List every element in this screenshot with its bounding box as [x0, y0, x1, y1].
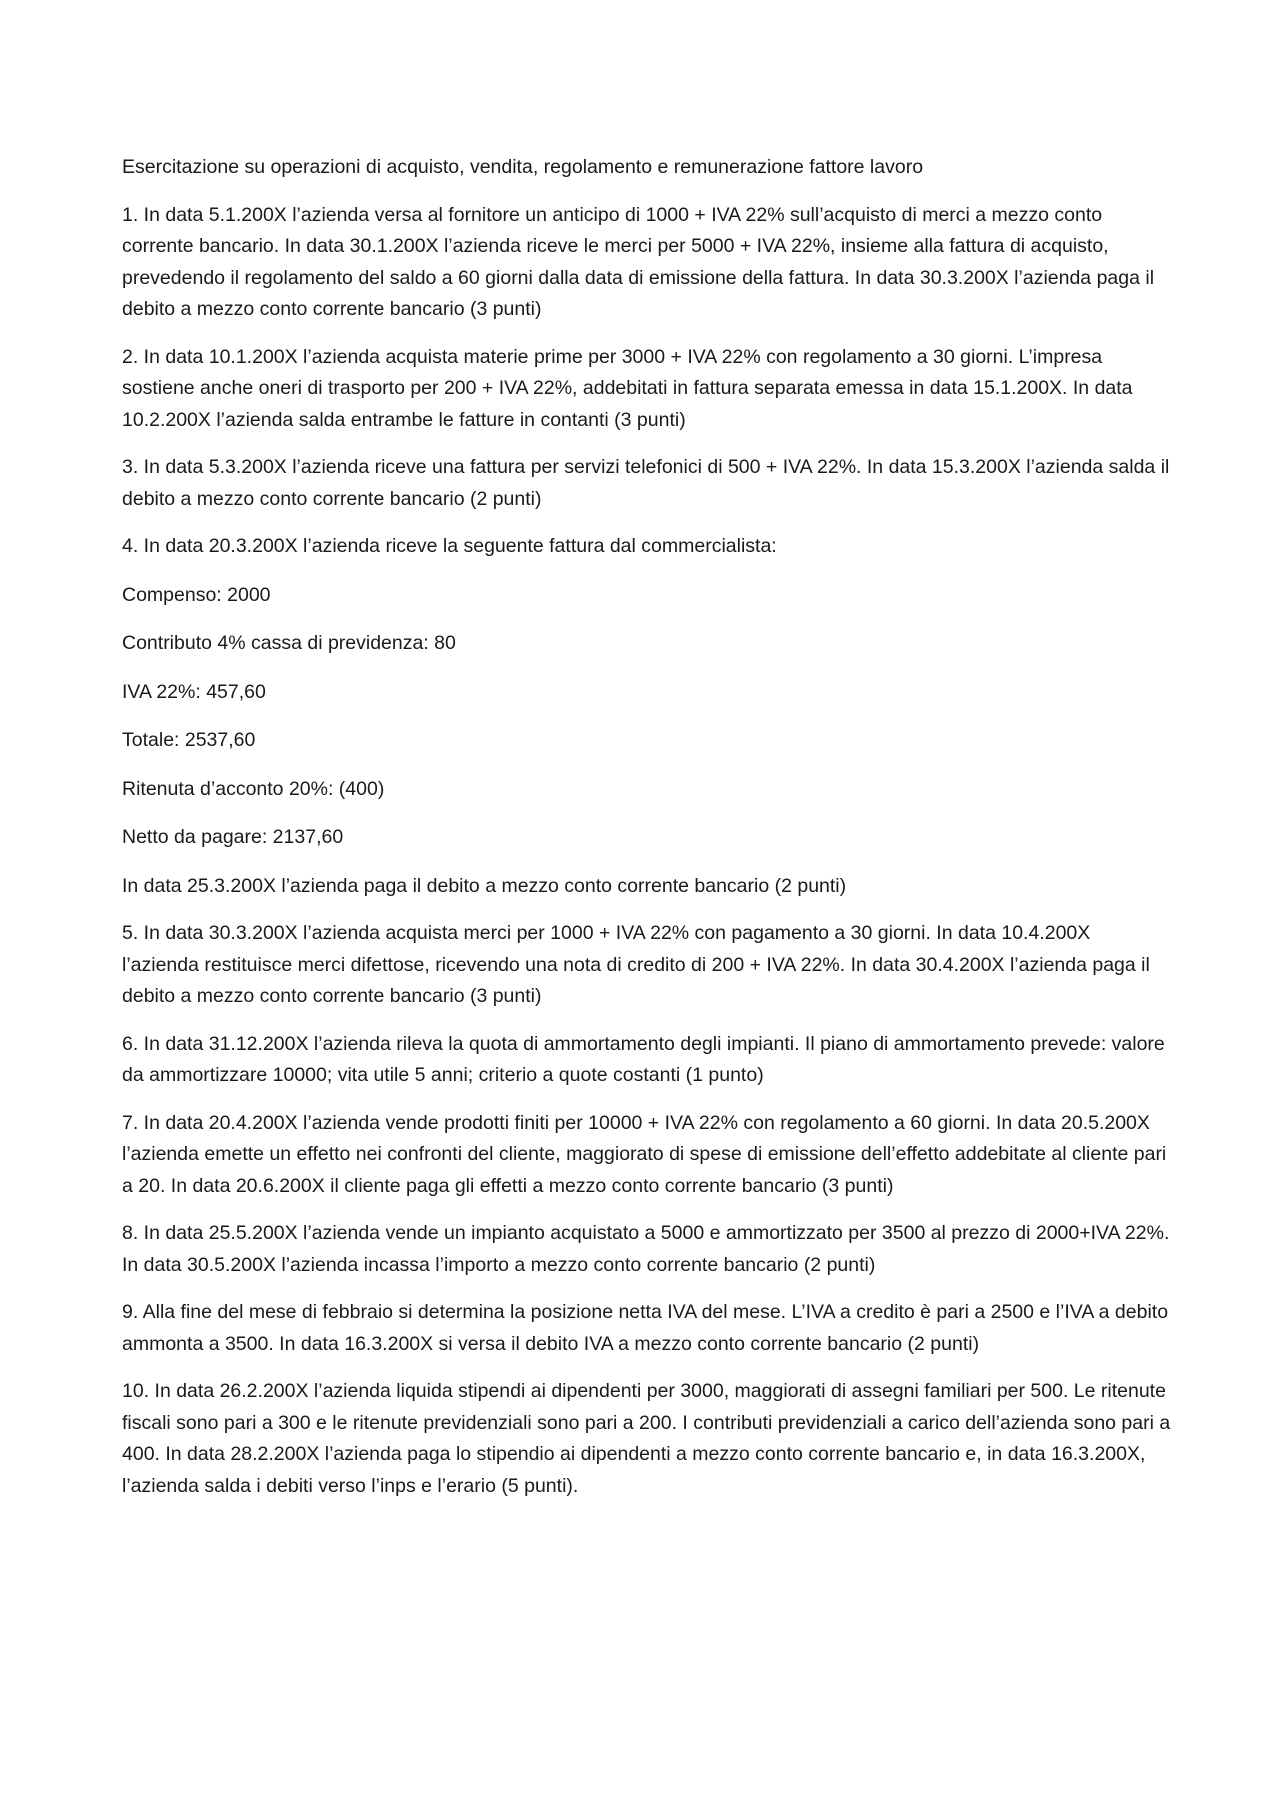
- exercise-4: 4. In data 20.3.200X l’azienda riceve la seguente fattura dal commercialista:: [122, 535, 777, 557]
- document-page: [122, 152, 1172, 1518]
- invoice-line-iva: IVA 22%: 457,60: [122, 680, 266, 703]
- exercise-9: 9. Alla fine del mese di febbraio si determina la posizione netta IVA del mese. L’IVA a credito è pari a 2500 e l’IVA a debito ammonta a 3500. In data 16.3.200X si versa il debito IVA a mezzo conto corrente bancario (2 punti): [122, 1301, 1169, 1355]
- exercise-10: 10. In data 26.2.200X l’azienda liquida stipendi ai dipendenti per 3000, maggiorati di assegni familiari per 500. Le ritenute fiscali sono pari a 300 e le ritenute previdenziali sono pari a 200. I contributi previdenziali a carico dell’azienda sono pari a 400. In data 28.2.200X l’azienda paga lo stipendio ai dipendenti a mezzo conto corrente bancario e, in data 16.3.200X, l’azienda salda i debiti verso l’inps e l’erario (5 punti).: [122, 1380, 1171, 1497]
- invoice-line-totale: Totale: 2537,60: [122, 729, 256, 751]
- invoice-line-ritenuta: Ritenuta d’acconto 20%: (400): [122, 777, 385, 800]
- invoice-line-contributo: Contributo 4% cassa di previdenza: 80: [122, 632, 456, 654]
- exercise-6: 6. In data 31.12.200X l’azienda rileva la quota di ammortamento degli impianti. Il piano di ammortamento prevede: valore da ammortizzare 10000; vita utile 5 anni; criterio a quote costanti (1 punto): [122, 1032, 1165, 1086]
- invoice-line-compenso: Compenso: 2000: [122, 583, 271, 606]
- document-title: Esercitazione su operazioni di acquisto, vendita, regolamento e remunerazione fattore lavoro: [122, 156, 924, 178]
- exercise-2: 2. In data 10.1.200X l’azienda acquista materie prime per 3000 + IVA 22% con regolamento a 30 giorni. L’impresa sostiene anche oneri di trasporto per 200 + IVA 22%, addebitati in fattura separata emessa in data 15.1.200X. In data 10.2.200X l’azienda salda entrambe le fatture in contanti (3 punti): [122, 345, 1133, 431]
- exercise-8: 8. In data 25.5.200X l’azienda vende un impianto acquistato a 5000 e ammortizzato per 3500 al prezzo di 2000+IVA 22%. In data 30.5.200X l’azienda incassa l’importo a mezzo conto corrente bancario (2 punti): [122, 1222, 1170, 1276]
- exercise-4-payment: In data 25.3.200X l’azienda paga il debito a mezzo conto corrente bancario (2 punti): [122, 874, 847, 897]
- exercise-3: 3. In data 5.3.200X l’azienda riceve una fattura per servizi telefonici di 500 + IVA 22%. In data 15.3.200X l’azienda salda il debito a mezzo conto corrente bancario (2 punti): [122, 456, 1170, 510]
- exercise-1: 1. In data 5.1.200X l’azienda versa al fornitore un anticipo di 1000 + IVA 22% sull’acquisto di merci a mezzo conto corrente bancario. In data 30.1.200X l’azienda riceve le merci per 5000 + IVA 22%, insieme alla fattura di acquisto, prevedendo il regolamento del saldo a 60 giorni dalla data di emissione della fattura. In data 30.3.200X l’azienda paga il debito a mezzo conto corrente bancario (3 punti): [122, 203, 1155, 320]
- exercise-5: 5. In data 30.3.200X l’azienda acquista merci per 1000 + IVA 22% con pagamento a 30 giorni. In data 10.4.200X l’azienda restituisce merci difettose, ricevendo una nota di credito di 200 + IVA 22%. In data 30.4.200X l’azienda paga il debito a mezzo conto corrente bancario (3 punti): [122, 922, 1150, 1007]
- exercise-7: 7. In data 20.4.200X l’azienda vende prodotti finiti per 10000 + IVA 22% con regolamento a 60 giorni. In data 20.5.200X l’azienda emette un effetto nei confronti del cliente, maggiorato di spese di emissione dell’effetto addebitate al cliente pari a 20. In data 20.6.200X il cliente paga gli effetti a mezzo conto corrente bancario (3 punti): [122, 1111, 1167, 1197]
- invoice-line-netto: Netto da pagare: 2137,60: [122, 826, 344, 848]
